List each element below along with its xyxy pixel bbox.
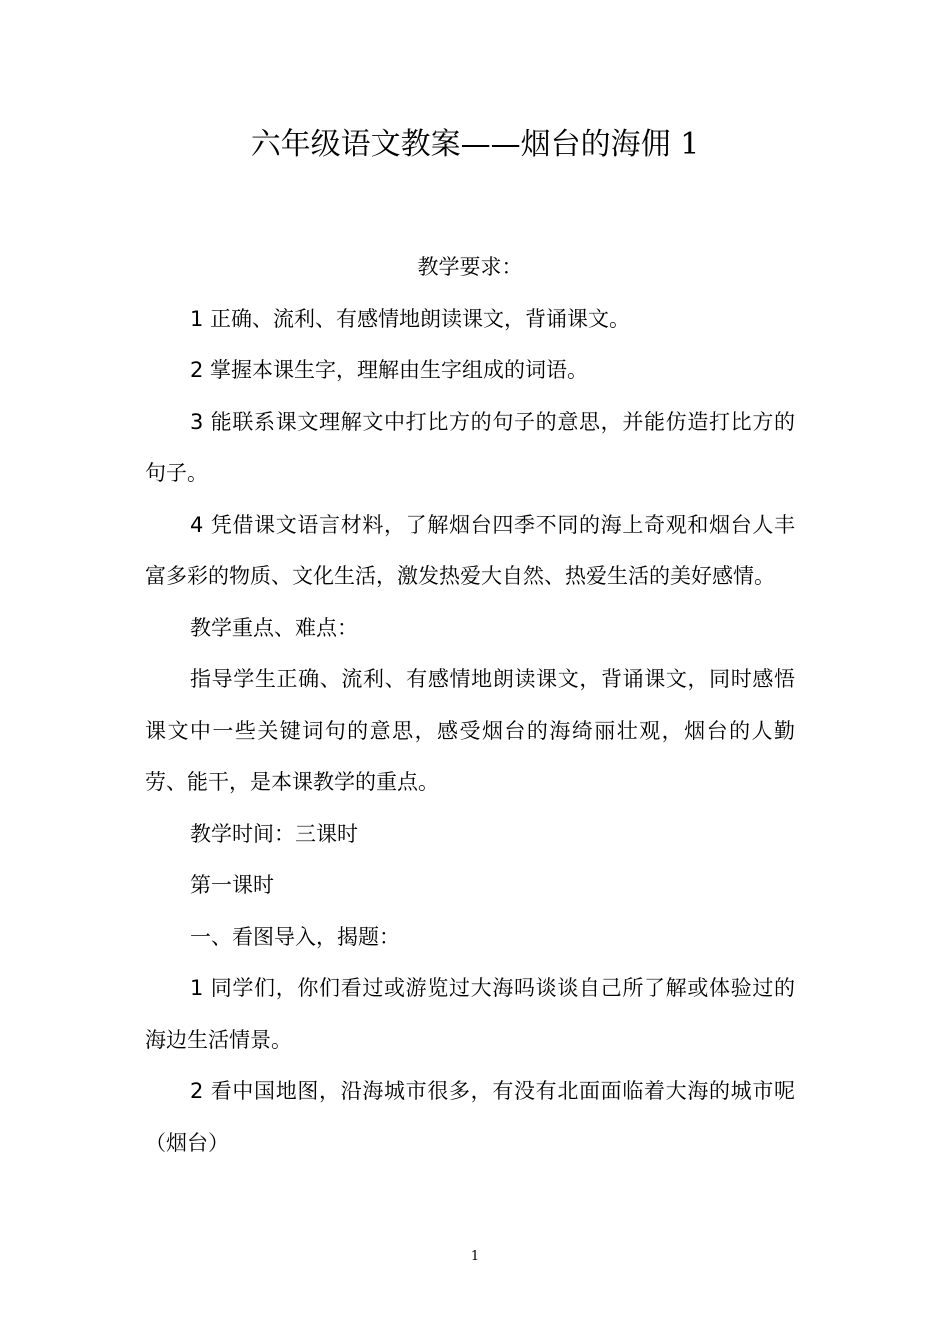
section-heading-key-points: 教学重点、难点：: [190, 615, 358, 640]
paragraph: 2 掌握本课生字，理解由生字组成的词语。: [190, 358, 589, 382]
section-heading-requirements: 教学要求：: [417, 255, 523, 279]
paragraph: 第一课时: [190, 873, 274, 897]
paragraph: 4 凭借课文语言材料，了解烟台四季不同的海上奇观和烟台人丰富多彩的物质、文化生活，激发热爱大自然、热爱生活的美好感情。: [145, 512, 795, 588]
paragraph: 2 看中国地图，沿海城市很多，有没有北面面临着大海的城市呢（烟台）: [145, 1079, 795, 1155]
page-number: 1: [470, 1249, 480, 1264]
paragraph: 1 同学们，你们看过或游览过大海吗谈谈自己所了解或体验过的海边生活情景。: [145, 976, 795, 1052]
paragraph: 指导学生正确、流利、有感情地朗读课文，背诵课文，同时感悟课文中一些关键词句的意思，感受烟台的海绮丽壮观，烟台的人勤劳、能干，是本课教学的重点。: [145, 667, 795, 794]
document-body: [145, 242, 795, 1169]
paragraph: 一、看图导入，揭题：: [190, 924, 400, 949]
paragraph: 1 正确、流利、有感情地朗读课文，背诵课文。: [190, 306, 631, 331]
paragraph: 教学时间：三课时: [190, 821, 358, 846]
document-title: 六年级语文教案——烟台的海佣 1: [250, 127, 700, 162]
paragraph: 3 能联系课文理解文中打比方的句子的意思，并能仿造打比方的句子。: [145, 409, 795, 485]
